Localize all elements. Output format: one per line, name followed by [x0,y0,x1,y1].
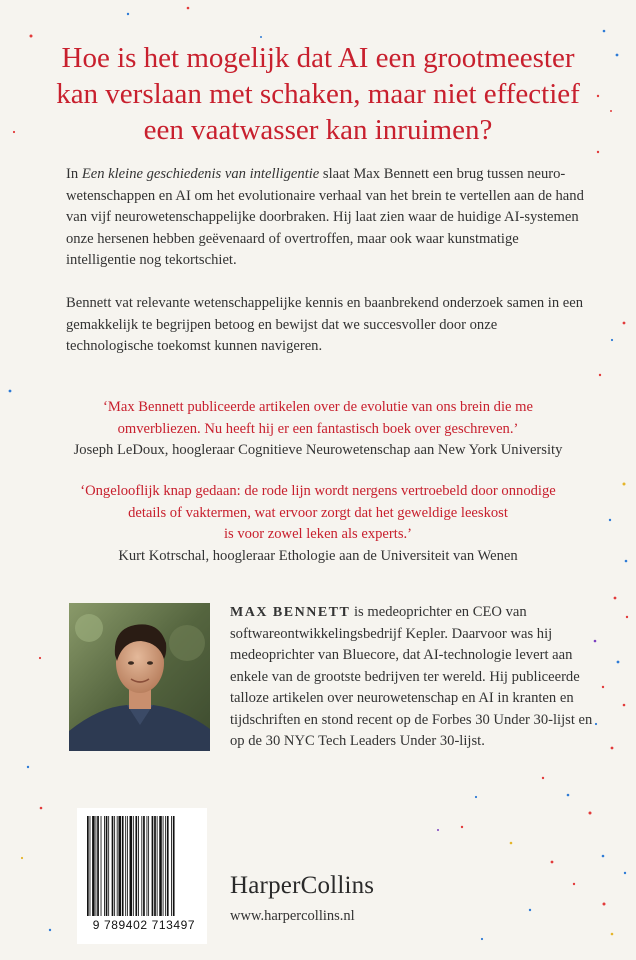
barcode-bar [118,816,121,916]
barcode-bar [147,816,148,916]
barcode-bar [135,816,137,916]
barcode-bar [154,816,156,916]
barcode-bar [125,816,126,916]
barcode-bar [90,816,91,916]
barcode-bar [148,816,149,916]
barcode-bar [87,816,89,916]
barcode [77,808,207,944]
barcode-bar [159,816,162,916]
isbn-number: 9 789402 713497 [92,918,196,932]
book-title: Een kleine geschiedenis van intelligentie [81,166,320,182]
barcode-bar [108,816,109,916]
barcode-bar [165,816,166,916]
barcode-bar [167,816,169,916]
barcode-bar [133,816,134,916]
barcode-bar [112,816,114,916]
barcode-bar [157,816,158,916]
barcode-bar [138,816,139,916]
barcode-bar [127,816,128,916]
quote-line: details of vaktermen, wat ervoor zorgt dat het geweldige leeskost [128,504,508,521]
barcode-bar [173,816,175,916]
quote-line: is voor zowel leken als experts.’ [223,526,413,542]
quote-line: omverbliezen. Nu heeft hij er een fantastisch boek over geschreven.’ [117,420,519,437]
publisher-logo: HarperCollins [230,872,375,899]
barcode-bar [106,816,108,916]
publisher-url[interactable]: www.harpercollins.nl [230,908,355,924]
barcode-bars [85,816,199,916]
barcode-bar [122,816,124,916]
barcode-bar [171,816,172,916]
endorsement-quote-2 [56,481,580,567]
barcode-bar [130,816,133,916]
quote-line: ‘Ongelooflijk knap gedaan: de rode lijn wordt nergens vertroebeld door onnodige [80,483,556,499]
headline-line-1: Hoe is het mogelijk dat AI een grootmeester [61,42,575,74]
headline-line-3: een vaatwasser kan inruimen? [143,114,493,146]
quote-attribution: Kurt Kotrschal, hoogleraar Ethologie aan de Universiteit van Wenen [118,547,518,564]
paragraph-lead: In [66,166,82,182]
barcode-bar [143,816,145,916]
description-paragraph-2: Bennett vat relevante wetenschappelijke kennis en baanbrekend onderzoek samen in een gemakkelijk te begrijpen betoog en bewijst dat we succesvoller door onze technologische toekomst kunnen navigeren. [66,295,584,354]
description-paragraph-1 [66,164,586,272]
barcode-bar [97,816,99,916]
headline-line-2: kan verslaan met schaken, maar niet effectief [56,78,580,110]
author-name: MAX BENNETT [230,605,351,620]
barcode-bar [152,816,154,916]
barcode-bar [141,816,142,916]
quote-line: ‘Max Bennett publiceerde artikelen over de evolutie van ons brein die me [103,399,533,415]
barcode-bar [163,816,164,916]
quote-attribution: Joseph LeDoux, hoogleraar Cognitieve Neurowetenschap aan New York University [73,442,563,458]
author-bio [230,602,600,753]
barcode-bar [92,816,95,916]
barcode-bar [96,816,97,916]
barcode-bar [104,816,105,916]
endorsement-quote-1 [56,397,580,462]
headline [40,40,596,148]
barcode-bar [114,816,115,916]
barcode-bar [117,816,118,916]
paragraph-rest: slaat Max Bennett een brug tussen neuro-wetenschappen en AI om het evolutionaire verhaal van het brein te vertellen aan de hand van vijf neurowetenschappelijke doorbraken. Hij laat zien waar de huidige AI-systemen onze hersenen hebben geëvenaard of overtroffen, maar ook waar kunstmatige intelligentie nog tekortschiet. [66,166,584,268]
barcode-bar [101,816,102,916]
author-bio-text: is medeoprichter en CEO van softwareontwikkelingsbedrijf Kepler. Daarvoor was hij medeoprichter van Bluecore, dat AI-technologie levert aan enkele van de grootste bedrijven ter wereld. Hij publiceerde talloze artikelen over neurowetenschap en AI in kranten en tijdschriften en stond recent op de Forbes 30 Under 30-lijst en op de 30 NYC Tech Leaders Under 30-lijst. [230,604,593,749]
author-photo [69,603,210,751]
